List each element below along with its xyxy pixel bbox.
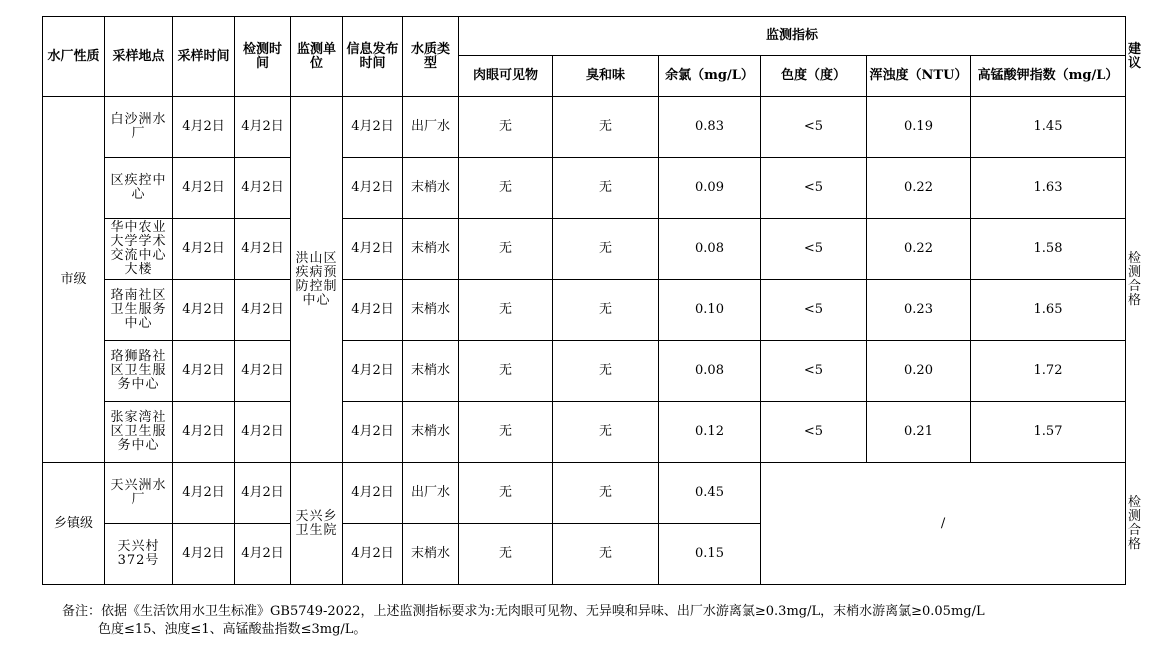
chlorine: 0.45	[659, 463, 761, 524]
sample-site: 华中农业大学学术交流中心大楼	[105, 219, 173, 280]
water-type: 出厂水	[403, 97, 459, 158]
kmno4-index: 1.58	[971, 219, 1126, 280]
chlorine: 0.08	[659, 219, 761, 280]
water-type: 末梢水	[403, 524, 459, 585]
sample-site: 白沙洲水厂	[105, 97, 173, 158]
header-metric-chlorine: 余氯（mg/L）	[659, 56, 761, 97]
water-type: 末梢水	[403, 402, 459, 463]
publish-time: 4月2日	[343, 402, 403, 463]
sample-site: 张家湾社区卫生服务中心	[105, 402, 173, 463]
header-water-type: 水质类型	[403, 17, 459, 97]
odor: 无	[553, 463, 659, 524]
header-publish-time: 信息发布时间	[343, 17, 403, 97]
publish-time: 4月2日	[343, 341, 403, 402]
sample-time: 4月2日	[173, 463, 235, 524]
sample-site: 珞狮路社区卫生服务中心	[105, 341, 173, 402]
odor: 无	[553, 524, 659, 585]
chlorine: 0.08	[659, 341, 761, 402]
test-time: 4月2日	[235, 280, 291, 341]
test-time: 4月2日	[235, 524, 291, 585]
water-quality-table: 水厂性质 采样地点 采样时间 检测时间 监测单位 信息发布时间 水质类型 监测指标 建议 肉眼可见物 臭和味 余氯（mg/L） 色度（度） 浑浊度（NTU） 高锰酸钾指数（mg/L） 市级 白沙洲水厂 4月2日 4月2日 洪山区疾病预防控制中心 4月2日 出厂水 无 无 0.83 <5 0.19 1.45 检测合格 区疾控中心 4月2日 4月2日 4月2日 末梢水 无 无 0.09 <5 0.22 1.63 华中农业大学学术交流中心大楼 4月2日 4月2日 4月2日 末梢水 无 无 0.08 <5 0.22 1.58 珞南社区卫生服务中心 4月2日 4月2日 4月2日 末梢水 无 无 0.10 <5 0.23 1.65 珞狮路社区卫生服务中心 4月2日 4月2日 4月2日 末梢水 无 无 0.08 <5 0.20 1.72 张家湾社区卫生服务中心 4月2日 4月2日 4月2日 末梢水 无 无 0.12 <5 0.21 1.57 乡镇级 天兴洲水厂 4月2日 4月2日 天兴乡卫生院 4月2日 出厂水 无 无 0.45 / 检测合格 天兴村372号 4月2日 4月2日 4月2日 末梢水 无 无 0.15	[42, 16, 1126, 585]
kmno4-index: 1.57	[971, 402, 1126, 463]
odor: 无	[553, 158, 659, 219]
sample-time: 4月2日	[173, 158, 235, 219]
publish-time: 4月2日	[343, 524, 403, 585]
header-metrics-group: 监测指标	[459, 17, 1126, 56]
chlorine: 0.10	[659, 280, 761, 341]
footnote-line-1: 备注：依据《生活饮用水卫生标准》GB5749-2022，上述监测指标要求为:无肉眼可见物、无异嗅和异味、出厂水游离氯≥0.3mg/L，末梢水游离氯≥0.05mg/L	[62, 604, 985, 619]
visible-matter: 无	[459, 280, 553, 341]
table-row	[43, 158, 1126, 219]
test-time: 4月2日	[235, 219, 291, 280]
chlorine: 0.15	[659, 524, 761, 585]
test-time: 4月2日	[235, 97, 291, 158]
turbidity: 0.20	[867, 341, 971, 402]
sample-site: 珞南社区卫生服务中心	[105, 280, 173, 341]
color: <5	[761, 219, 867, 280]
sample-site: 天兴村372号	[105, 524, 173, 585]
table-row: 乡镇级 天兴洲水厂 4月2日 4月2日 天兴乡卫生院 4月2日 出厂水 无 无 0.45 / 检测合格	[43, 463, 1126, 524]
publish-time: 4月2日	[343, 463, 403, 524]
footnote	[62, 603, 1157, 639]
kmno4-index: 1.72	[971, 341, 1126, 402]
table-row: 市级 白沙洲水厂 4月2日 4月2日 洪山区疾病预防控制中心 4月2日 出厂水 无 无 0.83 <5 0.19 1.45 检测合格	[43, 97, 1126, 158]
visible-matter: 无	[459, 341, 553, 402]
odor: 无	[553, 280, 659, 341]
not-applicable-cell: /	[761, 463, 1126, 585]
publish-time: 4月2日	[343, 219, 403, 280]
header-metric-kmno4: 高锰酸钾指数（mg/L）	[971, 56, 1126, 97]
visible-matter: 无	[459, 463, 553, 524]
header-sample-time: 采样时间	[173, 17, 235, 97]
test-time: 4月2日	[235, 463, 291, 524]
group-level: 市级	[43, 97, 105, 463]
turbidity: 0.23	[867, 280, 971, 341]
table-row	[43, 280, 1126, 341]
sample-time: 4月2日	[173, 402, 235, 463]
monitor-unit: 洪山区疾病预防控制中心	[291, 97, 343, 463]
water-type: 末梢水	[403, 280, 459, 341]
footnote-line-2: 色度≤15、浊度≤1、高锰酸盐指数≤3mg/L。	[98, 622, 367, 637]
chlorine: 0.12	[659, 402, 761, 463]
sample-site: 天兴洲水厂	[105, 463, 173, 524]
turbidity: 0.22	[867, 219, 971, 280]
color: <5	[761, 280, 867, 341]
visible-matter: 无	[459, 402, 553, 463]
sample-time: 4月2日	[173, 97, 235, 158]
table-row	[43, 402, 1126, 463]
odor: 无	[553, 341, 659, 402]
publish-time: 4月2日	[343, 158, 403, 219]
visible-matter: 无	[459, 219, 553, 280]
kmno4-index: 1.65	[971, 280, 1126, 341]
header-test-time: 检测时间	[235, 17, 291, 97]
color: <5	[761, 158, 867, 219]
test-time: 4月2日	[235, 402, 291, 463]
sample-site: 区疾控中心	[105, 158, 173, 219]
water-type: 末梢水	[403, 158, 459, 219]
header-monitor-unit: 监测单位	[291, 17, 343, 97]
color: <5	[761, 97, 867, 158]
monitor-unit: 天兴乡卫生院	[291, 463, 343, 585]
turbidity: 0.21	[867, 402, 971, 463]
sample-time: 4月2日	[173, 524, 235, 585]
header-plant-nature: 水厂性质	[43, 17, 105, 97]
turbidity: 0.19	[867, 97, 971, 158]
publish-time: 4月2日	[343, 280, 403, 341]
visible-matter: 无	[459, 524, 553, 585]
chlorine: 0.09	[659, 158, 761, 219]
visible-matter: 无	[459, 97, 553, 158]
kmno4-index: 1.45	[971, 97, 1126, 158]
header-sample-site: 采样地点	[105, 17, 173, 97]
color: <5	[761, 341, 867, 402]
odor: 无	[553, 402, 659, 463]
water-type: 末梢水	[403, 219, 459, 280]
chlorine: 0.83	[659, 97, 761, 158]
water-type: 末梢水	[403, 341, 459, 402]
table-row	[43, 219, 1126, 280]
sample-time: 4月2日	[173, 280, 235, 341]
visible-matter: 无	[459, 158, 553, 219]
header-metric-odor: 臭和味	[553, 56, 659, 97]
group-level: 乡镇级	[43, 463, 105, 585]
header-metric-visible: 肉眼可见物	[459, 56, 553, 97]
test-time: 4月2日	[235, 158, 291, 219]
test-time: 4月2日	[235, 341, 291, 402]
header-metric-turbidity: 浑浊度（NTU）	[867, 56, 971, 97]
odor: 无	[553, 219, 659, 280]
header-metric-color: 色度（度）	[761, 56, 867, 97]
table-row	[43, 341, 1126, 402]
kmno4-index: 1.63	[971, 158, 1126, 219]
odor: 无	[553, 97, 659, 158]
turbidity: 0.22	[867, 158, 971, 219]
color: <5	[761, 402, 867, 463]
sample-time: 4月2日	[173, 219, 235, 280]
publish-time: 4月2日	[343, 97, 403, 158]
sample-time: 4月2日	[173, 341, 235, 402]
water-type: 出厂水	[403, 463, 459, 524]
